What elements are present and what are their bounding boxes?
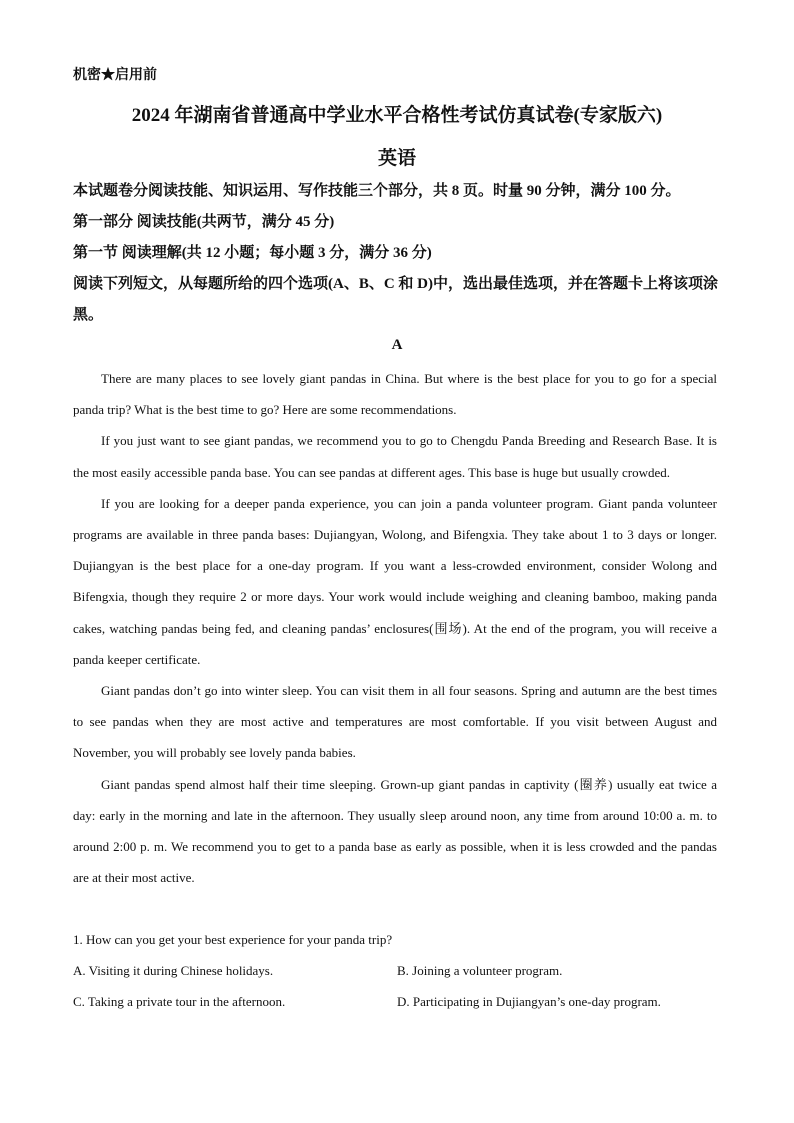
confidential-mark: 机密★启用前 [73, 68, 157, 83]
question-1 [73, 924, 733, 1017]
subject-title: 英语 [377, 148, 416, 169]
reading-directions: 阅读下列短文，从每题所给的四个选项(A、B、C 和 D)中，选出最佳选项，并在答题卡上将该项涂黑。 [73, 276, 718, 323]
passage-paragraph: Giant pandas don’t go into winter sleep. You can visit them in all four seasons. Spring and autumn are the best times to see pandas when they are most active and temperatures are most comfortable. If you visit between August and November, you will probably see lovely panda babies. [73, 683, 717, 761]
option-d: D. Participating in Dujiangyan’s one-day program. [397, 994, 661, 1009]
passage-paragraph: Giant pandas spend almost half their time sleeping. Grown-up giant pandas in captivity (圈养) usually eat twice a day: early in the morning and late in the afternoon. They usually sleep around noon, any time from around 10:00 a. m. to around 2:00 p. m. We recommend you to get to a panda base as early as possible, when it is less crowded and the pandas are at their most active. [73, 776, 717, 886]
section-one-heading: 第一节 阅读理解(共 12 小题；每小题 3 分，满分 36 分) [73, 245, 432, 261]
option-b: B. Joining a volunteer program. [397, 963, 563, 978]
passage-paragraph: There are many places to see lovely giant pandas in China. But where is the best place for you to go for a special panda trip? What is the best time to go? Here are some recommendations. [73, 371, 717, 418]
passage-a [73, 363, 717, 893]
passage-paragraph: If you are looking for a deeper panda experience, you can join a panda volunteer program. Giant panda volunteer programs are available in three panda bases: Dujiangyan, Wolong, and Bifengxia. They take about 1 to 3 days or longer. Dujiangyan is the best place for a one-day program. If you want a less-crowded environment, consider Wolong and Bifengxia, though they require 2 or more days. Your work would include weighing and cleaning bamboo, making panda cakes, watching pandas being fed, and cleaning pandas’ enclosures(围场). At the end of the program, you will receive a panda keeper certificate. [73, 495, 717, 667]
passage-label: A [391, 337, 403, 353]
part-one-heading: 第一部分 阅读技能(共两节，满分 45 分) [73, 214, 335, 230]
option-c: C. Taking a private tour in the afternoon. [73, 994, 286, 1009]
exam-title: 2024 年湖南省普通高中学业水平合格性考试仿真试卷(专家版六) [131, 105, 663, 126]
answer-options [73, 955, 733, 1017]
passage-paragraph: If you just want to see giant pandas, we recommend you to go to Chengdu Panda Breeding and Research Base. It is the most easily accessible panda base. You can see pandas at different ages. This base is huge but usually crowded. [73, 433, 717, 480]
question-stem: 1. How can you get your best experience for your panda trip? [73, 932, 393, 947]
option-a: A. Visiting it during Chinese holidays. [73, 963, 274, 978]
exam-info-line: 本试题卷分阅读技能、知识运用、写作技能三个部分，共 8 页。时量 90 分钟，满分 100 分。 [73, 183, 681, 199]
